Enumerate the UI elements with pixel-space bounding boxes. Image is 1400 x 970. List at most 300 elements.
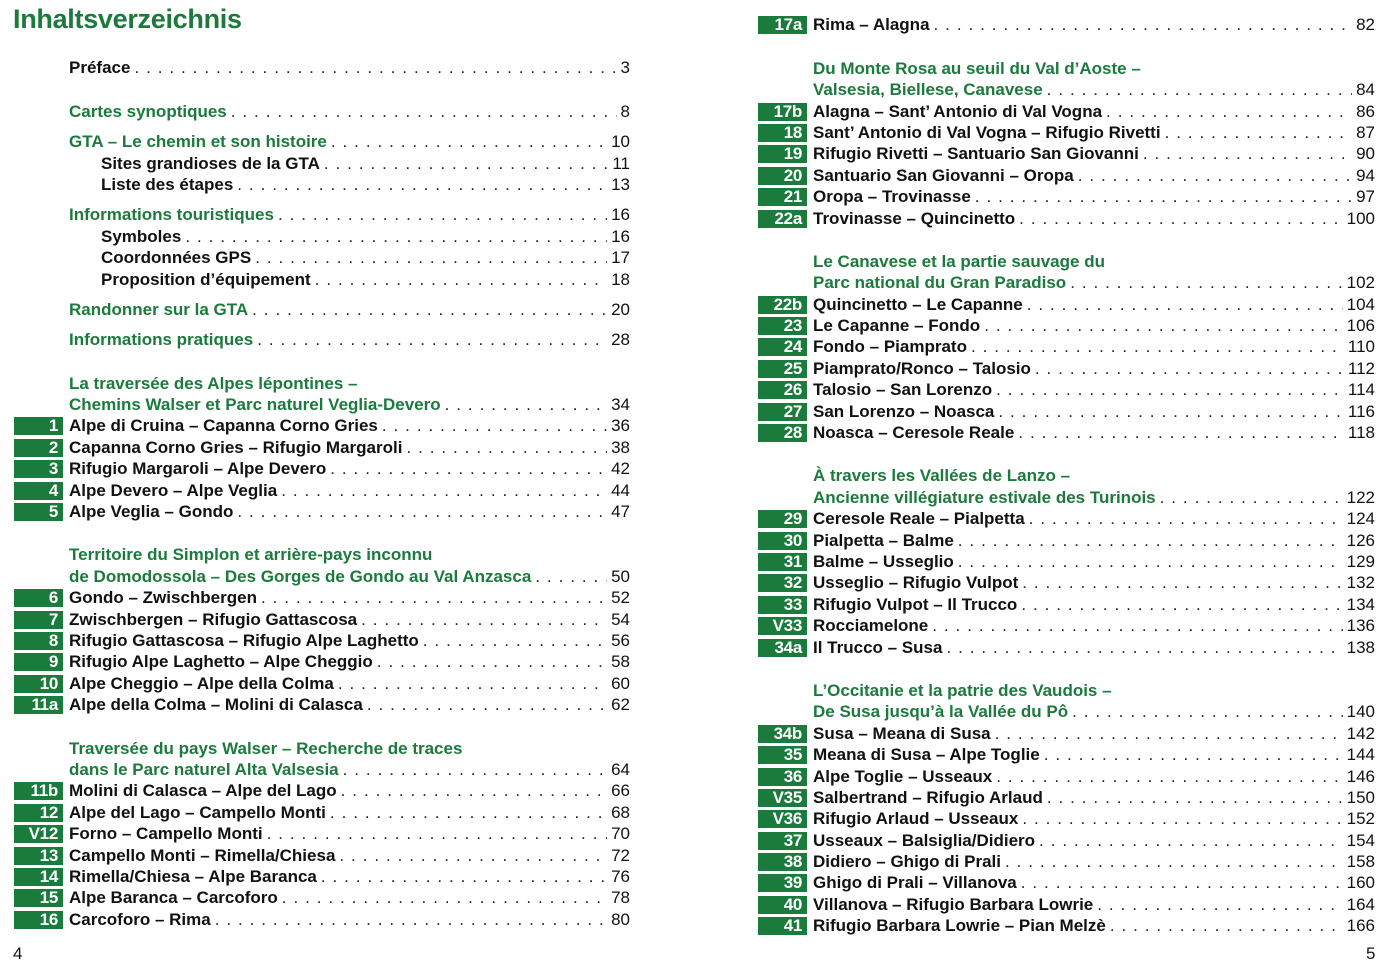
page-title: Inhaltsverzeichnis (13, 4, 242, 34)
front-matter-entry[interactable] (14, 204, 630, 225)
front-matter-entry[interactable] (14, 57, 630, 78)
front-matter-entry[interactable] (14, 225, 630, 246)
section-heading[interactable] (758, 465, 1375, 486)
entry-page-number: 56 (611, 630, 630, 650)
entry-page-number: 124 (1346, 509, 1375, 529)
entry-title: Parc national du Gran Paradiso (813, 273, 1067, 293)
section-heading[interactable] (758, 680, 1375, 701)
stage-entry[interactable] (758, 615, 1375, 636)
dot-leader (367, 695, 607, 715)
entry-title: Rifugio Rivetti – Santuario San Giovanni (813, 144, 1139, 164)
entry-title: Oropa – Trovinasse (813, 187, 971, 207)
stage-entry[interactable] (14, 501, 630, 522)
entry-title: Chemins Walser et Parc naturel Veglia-Devero (69, 395, 441, 415)
dot-leader (231, 102, 617, 122)
entry-page-number: 106 (1346, 316, 1375, 336)
entry-page-number: 68 (611, 802, 630, 822)
dot-leader (996, 380, 1344, 400)
entry-title: La traversée des Alpes lépontines – (69, 373, 358, 393)
entry-title: Susa – Meana di Susa (813, 723, 991, 743)
entry-page-number: 13 (611, 174, 630, 194)
stage-number-badge: 37 (758, 832, 807, 850)
dot-leader (998, 402, 1344, 422)
dot-leader (1022, 573, 1342, 593)
dot-leader (946, 638, 1342, 658)
entry-page-number: 94 (1356, 165, 1375, 185)
entry-page-number: 62 (611, 695, 630, 715)
entry-title: Le Capanne – Fondo (813, 316, 981, 336)
stage-entry[interactable] (758, 122, 1375, 143)
entry-title: Randonner sur la GTA (69, 299, 249, 319)
dot-leader (324, 154, 608, 174)
dot-leader (1078, 166, 1352, 186)
entry-page-number: 110 (1347, 337, 1375, 357)
spacer (14, 195, 630, 204)
stage-entry[interactable] (758, 100, 1375, 121)
dot-leader (377, 652, 607, 672)
entry-page-number: 16 (611, 226, 630, 246)
entry-page-number: 118 (1347, 423, 1375, 443)
entry-title: Coordonnées GPS (101, 248, 252, 268)
stage-entry[interactable] (758, 829, 1375, 850)
stage-entry[interactable] (14, 823, 630, 844)
entry-page-number: 129 (1346, 551, 1375, 571)
entry-title: Symboles (101, 226, 182, 246)
dot-leader (1072, 702, 1343, 722)
dot-leader (1070, 273, 1342, 293)
entry-page-number: 50 (611, 566, 630, 586)
dot-leader (958, 552, 1343, 572)
entry-page-number: 66 (611, 781, 630, 801)
stage-entry[interactable] (758, 851, 1375, 872)
entry-title: Rifugio Margaroli – Alpe Devero (69, 459, 327, 479)
entry-page-number: 54 (611, 609, 630, 629)
entry-page-number: 126 (1346, 530, 1375, 550)
entry-page-number: 116 (1347, 401, 1375, 421)
stage-entry[interactable] (14, 608, 630, 629)
dot-leader (934, 15, 1353, 35)
entry-title: Pialpetta – Balme (813, 530, 954, 550)
stage-entry[interactable] (758, 529, 1375, 550)
entry-title: Rima – Alagna (813, 15, 930, 35)
section-gap (758, 35, 1375, 57)
entry-page-number: 38 (611, 437, 630, 457)
front-matter-entry[interactable] (14, 299, 630, 320)
stage-entry[interactable] (758, 400, 1375, 421)
spacer (14, 78, 630, 100)
entry-title: Zwischbergen – Rifugio Gattascosa (69, 609, 358, 629)
section-gap (758, 658, 1375, 680)
entry-page-number: 58 (611, 652, 630, 672)
entry-title: Trovinasse – Quincinetto (813, 208, 1016, 228)
front-matter-entry[interactable] (14, 131, 630, 152)
stage-number-badge: 4 (14, 482, 63, 500)
section-heading[interactable] (14, 737, 630, 758)
stage-entry[interactable] (758, 164, 1375, 185)
dot-leader (278, 205, 607, 225)
stage-number-badge: 17a (758, 16, 807, 34)
stage-entry[interactable] (758, 336, 1375, 357)
stage-number-badge: 25 (758, 360, 807, 378)
dot-leader (1021, 595, 1342, 615)
stage-number-badge: 13 (14, 847, 63, 865)
entry-title: Rifugio Arlaud – Usseaux (813, 809, 1019, 829)
stage-number-badge: 20 (758, 167, 807, 185)
stage-entry[interactable] (758, 808, 1375, 829)
entry-page-number: 8 (620, 101, 630, 121)
entry-page-number: 104 (1346, 294, 1375, 314)
entry-title: L’Occitanie et la patrie des Vaudois – (813, 680, 1112, 700)
stage-entry[interactable] (14, 780, 630, 801)
dot-leader (338, 674, 607, 694)
stage-entry[interactable] (758, 207, 1375, 228)
dot-leader (215, 910, 607, 930)
section-gap (14, 350, 630, 372)
stage-number-badge: 27 (758, 403, 807, 421)
front-matter-entry[interactable] (14, 329, 630, 350)
entry-page-number: 154 (1346, 830, 1375, 850)
entry-title: Alpe Baranca – Carcoforo (69, 888, 278, 908)
entry-page-number: 18 (611, 269, 630, 289)
entry-title: Ancienne villégiature estivale des Turinois (813, 487, 1156, 507)
dot-leader (237, 502, 607, 522)
dot-leader (1165, 123, 1353, 143)
dot-leader (361, 610, 607, 630)
entry-page-number: 44 (611, 480, 630, 500)
entry-page-number: 3 (620, 58, 630, 78)
entry-page-number: 114 (1347, 380, 1375, 400)
stage-entry[interactable] (758, 722, 1375, 743)
stage-entry[interactable] (758, 872, 1375, 893)
dot-leader (382, 416, 607, 436)
stage-entry[interactable] (758, 14, 1375, 35)
dot-leader (535, 567, 607, 587)
entry-title: GTA – Le chemin et son histoire (69, 132, 327, 152)
dot-leader (134, 58, 616, 78)
entry-title: Cartes synoptiques (69, 101, 227, 121)
dot-leader (1143, 144, 1352, 164)
entry-title: Préface (69, 58, 131, 78)
stage-entry[interactable] (14, 672, 630, 693)
dot-leader (971, 337, 1344, 357)
stage-number-badge: 28 (758, 424, 807, 442)
dot-leader (1021, 873, 1343, 893)
stage-number-badge: V12 (14, 825, 63, 843)
stage-entry[interactable] (14, 844, 630, 865)
stage-entry[interactable] (14, 587, 630, 608)
entry-title: Du Monte Rosa au seuil du Val d’Aoste – (813, 58, 1141, 78)
entry-title: dans le Parc naturel Alta Valsesia (69, 759, 339, 779)
section-heading[interactable] (14, 372, 630, 393)
stage-number-badge: 35 (758, 746, 807, 764)
entry-title: Le Canavese et la partie sauvage du (813, 251, 1105, 271)
stage-number-badge: 29 (758, 510, 807, 528)
stage-entry[interactable] (758, 787, 1375, 808)
stage-entry[interactable] (758, 744, 1375, 765)
stage-entry[interactable] (14, 694, 630, 715)
toc-left (14, 57, 630, 930)
stage-number-badge: 34a (758, 639, 807, 657)
entry-title: Usseaux – Balsiglia/Didiero (813, 830, 1036, 850)
stage-number-badge: 24 (758, 338, 807, 356)
entry-page-number: 34 (611, 395, 630, 415)
dot-leader (257, 330, 607, 350)
page-number-left: 4 (13, 944, 23, 963)
stage-number-badge: 34b (758, 725, 807, 743)
dot-leader (423, 631, 607, 651)
entry-page-number: 146 (1346, 766, 1375, 786)
entry-title: Rimella/Chiesa – Alpe Baranca (69, 866, 317, 886)
entry-page-number: 102 (1346, 273, 1375, 293)
stage-entry[interactable] (758, 293, 1375, 314)
dot-leader (1035, 359, 1344, 379)
dot-leader (255, 248, 607, 268)
entry-title: Piamprato/Ronco – Talosio (813, 358, 1031, 378)
stage-entry[interactable] (758, 379, 1375, 400)
entry-title: Traversée du pays Walser – Recherche de traces (69, 738, 463, 758)
dot-leader (1018, 423, 1344, 443)
stage-number-badge: 22b (758, 296, 807, 314)
entry-title: Rifugio Gattascosa – Rifugio Alpe Laghetto (69, 630, 419, 650)
entry-title: Alpe di Cruina – Capanna Corno Gries (69, 416, 378, 436)
stage-entry[interactable] (758, 315, 1375, 336)
dot-leader (1106, 102, 1352, 122)
front-matter-entry[interactable] (14, 268, 630, 289)
section-heading[interactable] (758, 486, 1375, 507)
front-matter-entry[interactable] (14, 152, 630, 173)
section-heading[interactable] (758, 57, 1375, 78)
dot-leader (1047, 788, 1343, 808)
entry-page-number: 16 (611, 205, 630, 225)
stage-number-badge: 7 (14, 611, 63, 629)
stage-entry[interactable] (14, 630, 630, 651)
dot-leader (1019, 209, 1342, 229)
entry-title: Rifugio Barbara Lowrie – Pian Melzè (813, 916, 1106, 936)
entry-page-number: 36 (611, 416, 630, 436)
dot-leader (321, 867, 607, 887)
stage-entry[interactable] (758, 572, 1375, 593)
dot-leader (331, 132, 607, 152)
stage-entry[interactable] (758, 508, 1375, 529)
entry-page-number: 158 (1346, 852, 1375, 872)
stage-entry[interactable] (14, 887, 630, 908)
entry-title: À travers les Vallées de Lanzo – (813, 466, 1071, 486)
stage-number-badge: 32 (758, 574, 807, 592)
entry-title: Molini di Calasca – Alpe del Lago (69, 781, 337, 801)
entry-page-number: 97 (1356, 187, 1375, 207)
dot-leader (445, 395, 607, 415)
stage-number-badge: 18 (758, 124, 807, 142)
stage-number-badge: 26 (758, 381, 807, 399)
section-gap (14, 715, 630, 737)
section-heading[interactable] (14, 544, 630, 565)
entry-page-number: 134 (1346, 594, 1375, 614)
entry-page-number: 78 (611, 888, 630, 908)
stage-entry[interactable] (758, 186, 1375, 207)
dot-leader (995, 724, 1343, 744)
entry-title: Informations touristiques (69, 205, 274, 225)
entry-page-number: 166 (1346, 916, 1375, 936)
entry-page-number: 136 (1346, 616, 1375, 636)
entry-title: Quincinetto – Le Capanne (813, 294, 1023, 314)
entry-title: Gondo – Zwischbergen (69, 588, 257, 608)
entry-title: Usseglio – Rifugio Vulpot (813, 573, 1019, 593)
stage-number-badge: 5 (14, 503, 63, 521)
dot-leader (330, 459, 607, 479)
entry-title: Alpe Cheggio – Alpe della Colma (69, 673, 334, 693)
stage-number-badge: 1 (14, 417, 63, 435)
dot-leader (252, 300, 607, 320)
entry-page-number: 86 (1356, 101, 1375, 121)
front-matter-entry[interactable] (14, 247, 630, 268)
entry-page-number: 82 (1356, 15, 1375, 35)
entry-page-number: 150 (1346, 787, 1375, 807)
spacer (14, 290, 630, 299)
section-heading[interactable] (758, 79, 1375, 100)
dot-leader (282, 888, 607, 908)
entry-page-number: 100 (1346, 208, 1375, 228)
dot-leader (975, 187, 1352, 207)
dot-leader (237, 175, 607, 195)
dot-leader (996, 767, 1342, 787)
stage-number-badge: 41 (758, 917, 807, 935)
section-heading[interactable] (14, 565, 630, 586)
stage-number-badge: 23 (758, 317, 807, 335)
entry-title: Proposition d’équipement (101, 269, 311, 289)
dot-leader (1039, 831, 1343, 851)
entry-title: Valsesia, Biellese, Canavese (813, 80, 1043, 100)
entry-title: Ceresole Reale – Pialpetta (813, 509, 1025, 529)
stage-number-badge: 12 (14, 804, 63, 822)
stage-entry[interactable] (14, 479, 630, 500)
spacer (14, 122, 630, 131)
dot-leader (343, 760, 607, 780)
entry-page-number: 132 (1346, 573, 1375, 593)
toc-right (758, 14, 1375, 936)
entry-title: Forno – Campello Monti (69, 824, 263, 844)
dot-leader (330, 803, 607, 823)
stage-entry[interactable] (14, 436, 630, 457)
entry-page-number: 138 (1346, 637, 1375, 657)
stage-number-badge: 33 (758, 596, 807, 614)
entry-page-number: 10 (611, 132, 630, 152)
stage-number-badge: 36 (758, 768, 807, 786)
entry-title: Rocciamelone (813, 616, 929, 636)
stage-number-badge: 39 (758, 874, 807, 892)
entry-page-number: 84 (1356, 80, 1375, 100)
entry-page-number: 80 (611, 909, 630, 929)
entry-page-number: 76 (611, 866, 630, 886)
entry-title: Informations pratiques (69, 330, 254, 350)
entry-title: Sites grandioses de la GTA (101, 153, 320, 173)
entry-page-number: 90 (1356, 144, 1375, 164)
stage-number-badge: 8 (14, 632, 63, 650)
stage-number-badge: 30 (758, 532, 807, 550)
entry-title: Balme – Usseglio (813, 551, 954, 571)
entry-page-number: 112 (1347, 358, 1375, 378)
entry-title: Alpe Devero – Alpe Veglia (69, 480, 278, 500)
entry-page-number: 17 (611, 248, 630, 268)
stage-entry[interactable] (14, 801, 630, 822)
stage-entry[interactable] (758, 636, 1375, 657)
entry-page-number: 64 (611, 759, 630, 779)
entry-title: de Domodossola – Des Gorges de Gondo au Val Anzasca (69, 566, 532, 586)
entry-page-number: 144 (1346, 745, 1375, 765)
entry-page-number: 72 (611, 845, 630, 865)
dot-leader (185, 227, 607, 247)
front-matter-entry[interactable] (14, 100, 630, 121)
stage-entry[interactable] (758, 893, 1375, 914)
dot-leader (341, 781, 607, 801)
stage-number-badge: V33 (758, 617, 807, 635)
stage-number-badge: V35 (758, 789, 807, 807)
section-heading[interactable] (758, 251, 1375, 272)
section-heading[interactable] (14, 394, 630, 415)
dot-leader (1044, 745, 1343, 765)
stage-entry[interactable] (14, 458, 630, 479)
entry-title: Meana di Susa – Alpe Toglie (813, 745, 1040, 765)
page-number-right: 5 (1366, 944, 1376, 963)
section-heading[interactable] (14, 759, 630, 780)
stage-entry[interactable] (758, 551, 1375, 572)
entry-title: Rifugio Alpe Laghetto – Alpe Cheggio (69, 652, 373, 672)
stage-number-badge: 11a (14, 696, 63, 714)
stage-entry[interactable] (758, 765, 1375, 786)
stage-entry[interactable] (758, 422, 1375, 443)
section-heading[interactable] (758, 272, 1375, 293)
stage-number-badge: 11b (14, 782, 63, 800)
stage-entry[interactable] (14, 908, 630, 929)
entry-page-number: 42 (611, 459, 630, 479)
entry-title: Rifugio Vulpot – Il Trucco (813, 594, 1018, 614)
entry-title: Alpe Veglia – Gondo (69, 502, 234, 522)
dot-leader (958, 531, 1343, 551)
spacer (14, 320, 630, 329)
stage-number-badge: 16 (14, 911, 63, 929)
stage-entry[interactable] (758, 593, 1375, 614)
stage-entry[interactable] (14, 866, 630, 887)
stage-entry[interactable] (14, 651, 630, 672)
dot-leader (1110, 916, 1343, 936)
dot-leader (406, 438, 607, 458)
entry-title: Santuario San Giovanni – Oropa (813, 165, 1074, 185)
stage-entry[interactable] (14, 415, 630, 436)
entry-title: Alpe Toglie – Usseaux (813, 766, 993, 786)
entry-title: Liste des étapes (101, 174, 234, 194)
section-heading[interactable] (758, 701, 1375, 722)
dot-leader (1005, 852, 1343, 872)
entry-page-number: 70 (611, 824, 630, 844)
stage-entry[interactable] (758, 357, 1375, 378)
stage-entry[interactable] (758, 143, 1375, 164)
stage-number-badge: 2 (14, 439, 63, 457)
stage-number-badge: 6 (14, 589, 63, 607)
stage-number-badge: 15 (14, 889, 63, 907)
stage-number-badge: V36 (758, 810, 807, 828)
front-matter-entry[interactable] (14, 174, 630, 195)
stage-number-badge: 21 (758, 188, 807, 206)
stage-number-badge: 10 (14, 675, 63, 693)
stage-number-badge: 19 (758, 145, 807, 163)
entry-page-number: 52 (611, 588, 630, 608)
dot-leader (315, 270, 607, 290)
dot-leader (261, 588, 607, 608)
section-gap (758, 443, 1375, 465)
section-gap (758, 229, 1375, 251)
entry-page-number: 47 (611, 502, 630, 522)
entry-title: Salbertrand – Rifugio Arlaud (813, 787, 1043, 807)
stage-entry[interactable] (758, 915, 1375, 936)
